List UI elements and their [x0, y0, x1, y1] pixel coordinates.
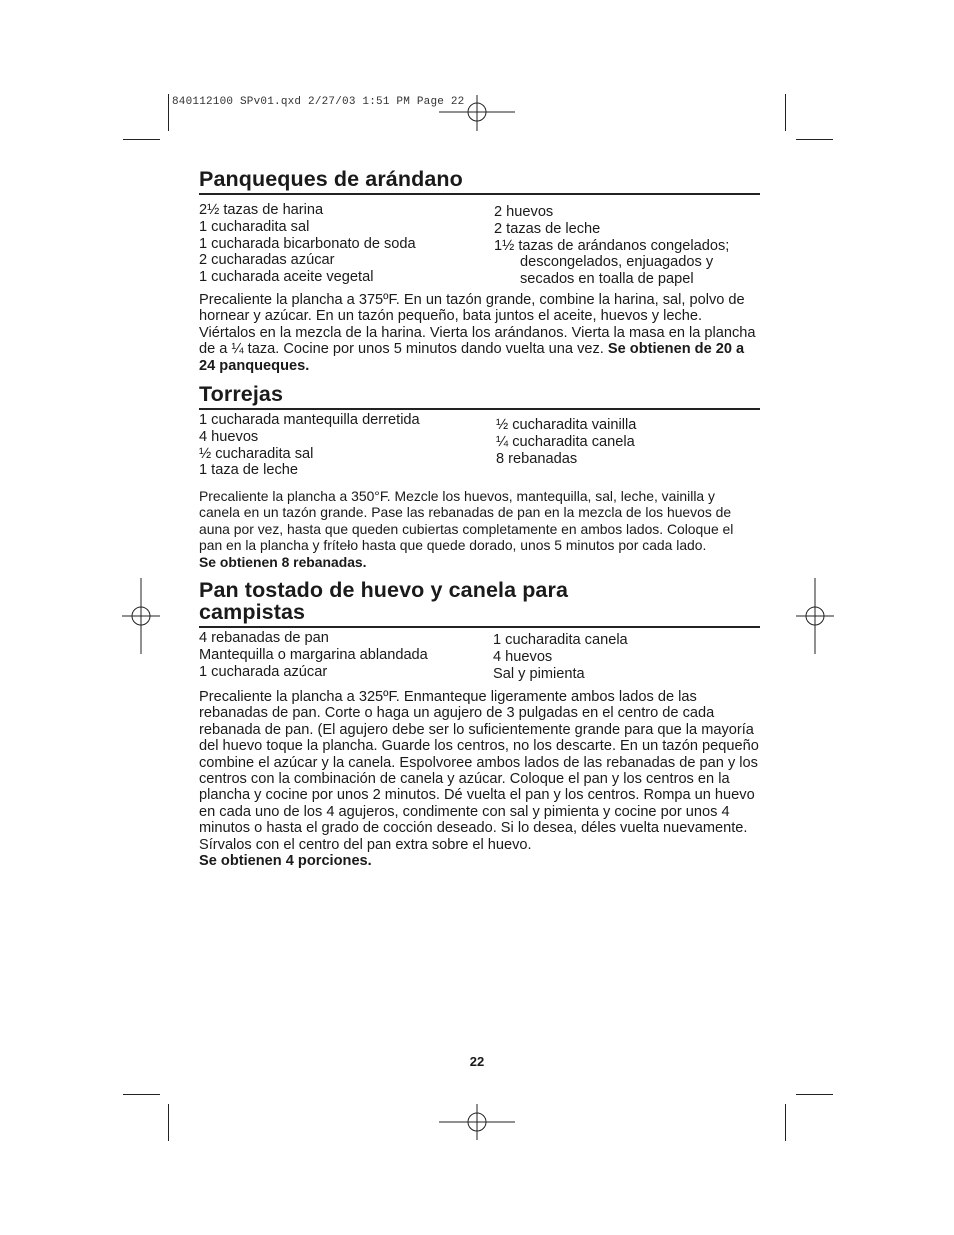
crop-mark — [123, 139, 160, 140]
ingredient: 1 cucharada aceite vegetal — [199, 269, 374, 286]
ingredients-left — [199, 412, 420, 479]
recipe-torrejas — [199, 383, 760, 484]
directions-text: Precaliente la plancha a 350°F. Mezcle los huevos, mantequilla, sal, leche, vainilla y canela en un tazón grande. Pase las rebanadas de pan en la mezcla de los huevos de auna por vez, hasta que queden cubiertas completamente en ambos lados. Coloque el pan en la plancha y fríteło hasta que quede dorado, unos 5 minutos por cada lado. — [199, 488, 734, 554]
directions-text: Precaliente la plancha a 375ºF. En un tazón grande, combine la harina, sal, polvo de hornear y azúcar. En un tazón pequeño, bata juntos el aceite, huevos y leche. Viértalos en la mezcla de la harina. Vierta los arándanos. Vierta la masa en la plancha de a ¼ taza. Cocine por unos 5 minutos dando vuelta una vez. — [199, 292, 756, 358]
directions-text: Precaliente la plancha a 325ºF. Enmanteque ligeramente ambos lados de las rebanadas de pan. Corte o haga un agujero de 3 pulgadas en el centro de cada rebanada de pan. (El agujero debe ser lo suficientemente grande para que la mayoría del huevo toque la plancha. Guarde los centros, no los descarte. En un tazón pequeño combine el azúcar y la canela. Espolvoree ambos lados de las rebanadas de pan y los centros con la combinación de canela y azúcar. Coloque el pan y los centros en la plancha y cocine por unos 2 minutos. Dé vuelta el pan y los centros. Rompa un huevo en cada uno de los 4 agujeros, condimente con sal y pimienta y cocine por unos 4 minutos o hasta el grado de cocción deseado. Si lo desea, déles vuelta nuevamente. Sírvalos con el centro del pan extra sobre el huevo. — [199, 689, 759, 853]
title-rule — [199, 193, 760, 195]
ingredient: 8 rebanadas — [496, 450, 578, 467]
ingredient: 2 cucharadas azúcar — [199, 252, 335, 269]
ingredients-left — [199, 202, 416, 286]
yield-text: Se obtienen 4 porciones. — [199, 853, 372, 870]
ingredient: ½ cucharadita sal — [199, 445, 314, 462]
ingredient: 1 cucharada mantequilla derretida — [199, 412, 420, 428]
ingredient: 1 cucharadita sal — [199, 218, 310, 235]
registration-mark-right — [796, 578, 834, 654]
yield-text: Se obtienen 8 rebanadas. — [199, 553, 367, 570]
ingredient: 2 huevos — [494, 204, 554, 220]
recipe-title — [199, 579, 760, 623]
ingredients — [199, 202, 760, 292]
ingredient: 1 taza de leche — [199, 462, 298, 479]
ingredient: 4 huevos — [493, 648, 553, 665]
crop-mark — [123, 1094, 160, 1095]
ingredients-right — [494, 204, 729, 288]
yield-text: Se obtienen de 20 a 24 panqueques. — [199, 341, 745, 374]
directions — [199, 689, 759, 869]
ingredients — [199, 630, 760, 686]
recipe-title: Panqueques de arándano — [199, 167, 463, 191]
ingredient: Mantequilla o margarina ablandada — [199, 646, 428, 663]
crop-mark — [168, 1104, 169, 1141]
ingredient: 4 huevos — [199, 428, 259, 445]
directions — [199, 488, 747, 570]
ingredient: 1½ tazas de arándanos congelados; — [494, 237, 730, 254]
ingredient: 1 cucharada azúcar — [199, 663, 328, 680]
ingredient: ½ cucharadita vainilla — [496, 417, 637, 433]
ingredient: 2½ tazas de harina — [199, 202, 324, 218]
ingredient: descongelados, enjuagados y — [520, 254, 714, 271]
ingredient: 4 rebanadas de pan — [199, 630, 329, 646]
crop-mark — [785, 94, 786, 131]
recipe-title-line1: Pan tostado de huevo y canela para — [199, 578, 569, 602]
ingredients-left — [199, 630, 428, 680]
recipe-title: Torrejas — [199, 382, 284, 406]
ingredients-right — [496, 417, 636, 467]
ingredient: secados en toalla de papel — [520, 271, 694, 288]
crop-mark — [785, 1104, 786, 1141]
printer-slug: 840112100 SPv01.qxd 2/27/03 1:51 PM Page 22 — [172, 96, 465, 108]
registration-mark-bottom — [439, 1104, 515, 1140]
ingredients-right — [493, 632, 628, 682]
registration-mark-top — [439, 95, 515, 131]
ingredient: 1 cucharada bicarbonato de soda — [199, 235, 416, 252]
title-rule — [199, 408, 760, 410]
ingredient: 2 tazas de leche — [494, 220, 601, 237]
crop-mark — [796, 139, 833, 140]
ingredient: 1 cucharadita canela — [493, 632, 628, 648]
title-rule — [199, 626, 760, 628]
recipe-title-line2: campistas — [199, 600, 306, 624]
registration-mark-left — [122, 578, 160, 654]
recipe-pan-tostado — [199, 579, 760, 686]
ingredient: Sal y pimienta — [493, 665, 585, 682]
directions — [199, 292, 761, 374]
recipe-panqueques — [199, 168, 760, 292]
ingredient: ¼ cucharadita canela — [496, 433, 635, 450]
crop-mark — [796, 1094, 833, 1095]
crop-mark — [168, 94, 169, 131]
page-number: 22 — [469, 1054, 485, 1069]
ingredients — [199, 412, 760, 484]
